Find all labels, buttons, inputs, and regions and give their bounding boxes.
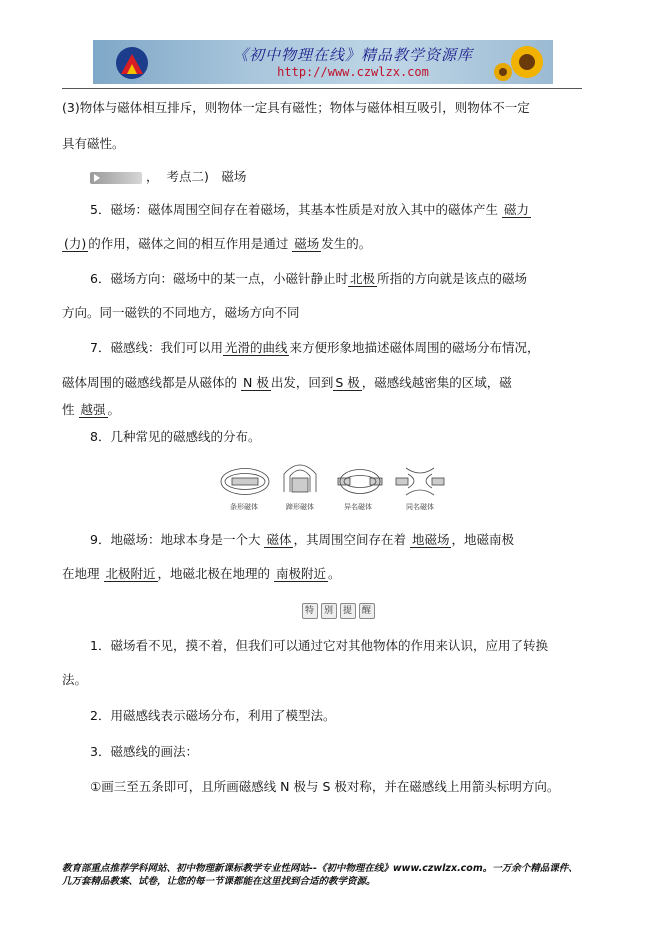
figure-caption: 异名磁体 (344, 503, 372, 511)
text-line: 6．磁场方向：磁场中的某一点，小磁针静止时 北极 所指的方向就是该点的磁场 (90, 271, 527, 286)
badge-char: 别 (321, 603, 337, 619)
text-line: 5．磁场：磁体周围空间存在着磁场，其基本性质是对放入其中的磁体产生 磁力 (90, 202, 529, 217)
answer-blank: 磁力 (503, 202, 529, 217)
text-line: (3)物体与磁体相互排斥，则物体一定具有磁性；物体与磁体相互吸引，则物体不一定 (62, 100, 530, 115)
text-line: 磁体周围的磁感线都是从磁体的 N 极 出发，回到 S 极 ，磁感线越密集的区域，磁 (62, 375, 512, 390)
footer-line: 几万套精品教案、试卷，让您的每一节课都能在这里找到合适的教学资源。 (62, 876, 376, 887)
badge-char: 醒 (359, 603, 375, 619)
magnetic-field-figure (220, 462, 460, 514)
site-logo-icon (115, 46, 149, 80)
field-lines-icon (220, 462, 460, 502)
page-footer (62, 862, 622, 888)
answer-blank: 磁场 (294, 236, 320, 251)
text-line: 7．磁感线：我们可以用 光滑的曲线 来方便形象地描述磁体周围的磁场分布情况， (90, 340, 540, 355)
text-line: 8．几种常见的磁感线的分布。 (90, 429, 261, 444)
header-banner (93, 40, 553, 84)
answer-blank: 地磁场 (411, 532, 450, 547)
answer-blank: 北极附近 (105, 566, 156, 581)
answer-blank: 北极 (349, 271, 375, 286)
answer-blank: N 极 (243, 375, 269, 390)
badge-char: 提 (340, 603, 356, 619)
text-line: ①画三至五条即可，且所画磁感线 N 极与 S 极对称，并在磁感线上用箭头标明方向。 (90, 779, 560, 794)
text-line: 1．磁场看不见，摸不着，但我们可以通过它对其他物体的作用来认识，应用了转换 (90, 638, 548, 653)
banner-url[interactable]: http://www.czwlzx.com (277, 65, 429, 79)
text-line: 9．地磁场：地球本身是一个大 磁体 ，其周围空间存在着 地磁场 ，地磁南极 (90, 532, 514, 547)
footer-line: 教育部重点推荐学科网站、初中物理新课标教学专业性网站--《初中物理在线》www.czwlzx.com。一万余个精品课件、 (62, 863, 578, 874)
figure-caption: 同名磁体 (406, 503, 434, 511)
text-line: 2．用磁感线表示磁场分布，利用了模型法。 (90, 708, 336, 723)
text-line: 在地理 北极附近 ，地磁北极在地理的 南极附近 。 (62, 566, 341, 581)
text-line: 方向。同一磁铁的不同地方，磁场方向不同 (62, 305, 300, 320)
special-note-badge (300, 603, 376, 618)
answer-blank: 南极附近 (276, 566, 327, 581)
text-line: 具有磁性。 (62, 136, 125, 151)
text-line: 性 越强 。 (62, 402, 121, 417)
figure-caption: 蹄形磁体 (286, 503, 314, 511)
figure-caption: 条形磁体 (230, 503, 258, 511)
answer-blank: S 极 (335, 375, 360, 390)
answer-blank: (力) (64, 236, 87, 251)
text-line: 3．磁感线的画法： (90, 744, 198, 759)
play-tag-icon (90, 172, 142, 184)
text-line: 法。 (62, 672, 88, 687)
header-divider (62, 88, 582, 89)
answer-blank: 磁体 (266, 532, 292, 547)
text-line: (力) 的作用，磁体之间的相互作用是通过 磁场 发生的。 (64, 236, 372, 251)
badge-char: 特 (302, 603, 318, 619)
answer-blank: 光滑的曲线 (224, 340, 288, 355)
answer-blank: 越强 (80, 402, 106, 417)
banner-title: 《初中物理在线》精品教学资源库 (232, 46, 473, 64)
sunflower-icon (487, 42, 547, 84)
section-heading: ， 考点二) 磁场 (90, 168, 246, 186)
